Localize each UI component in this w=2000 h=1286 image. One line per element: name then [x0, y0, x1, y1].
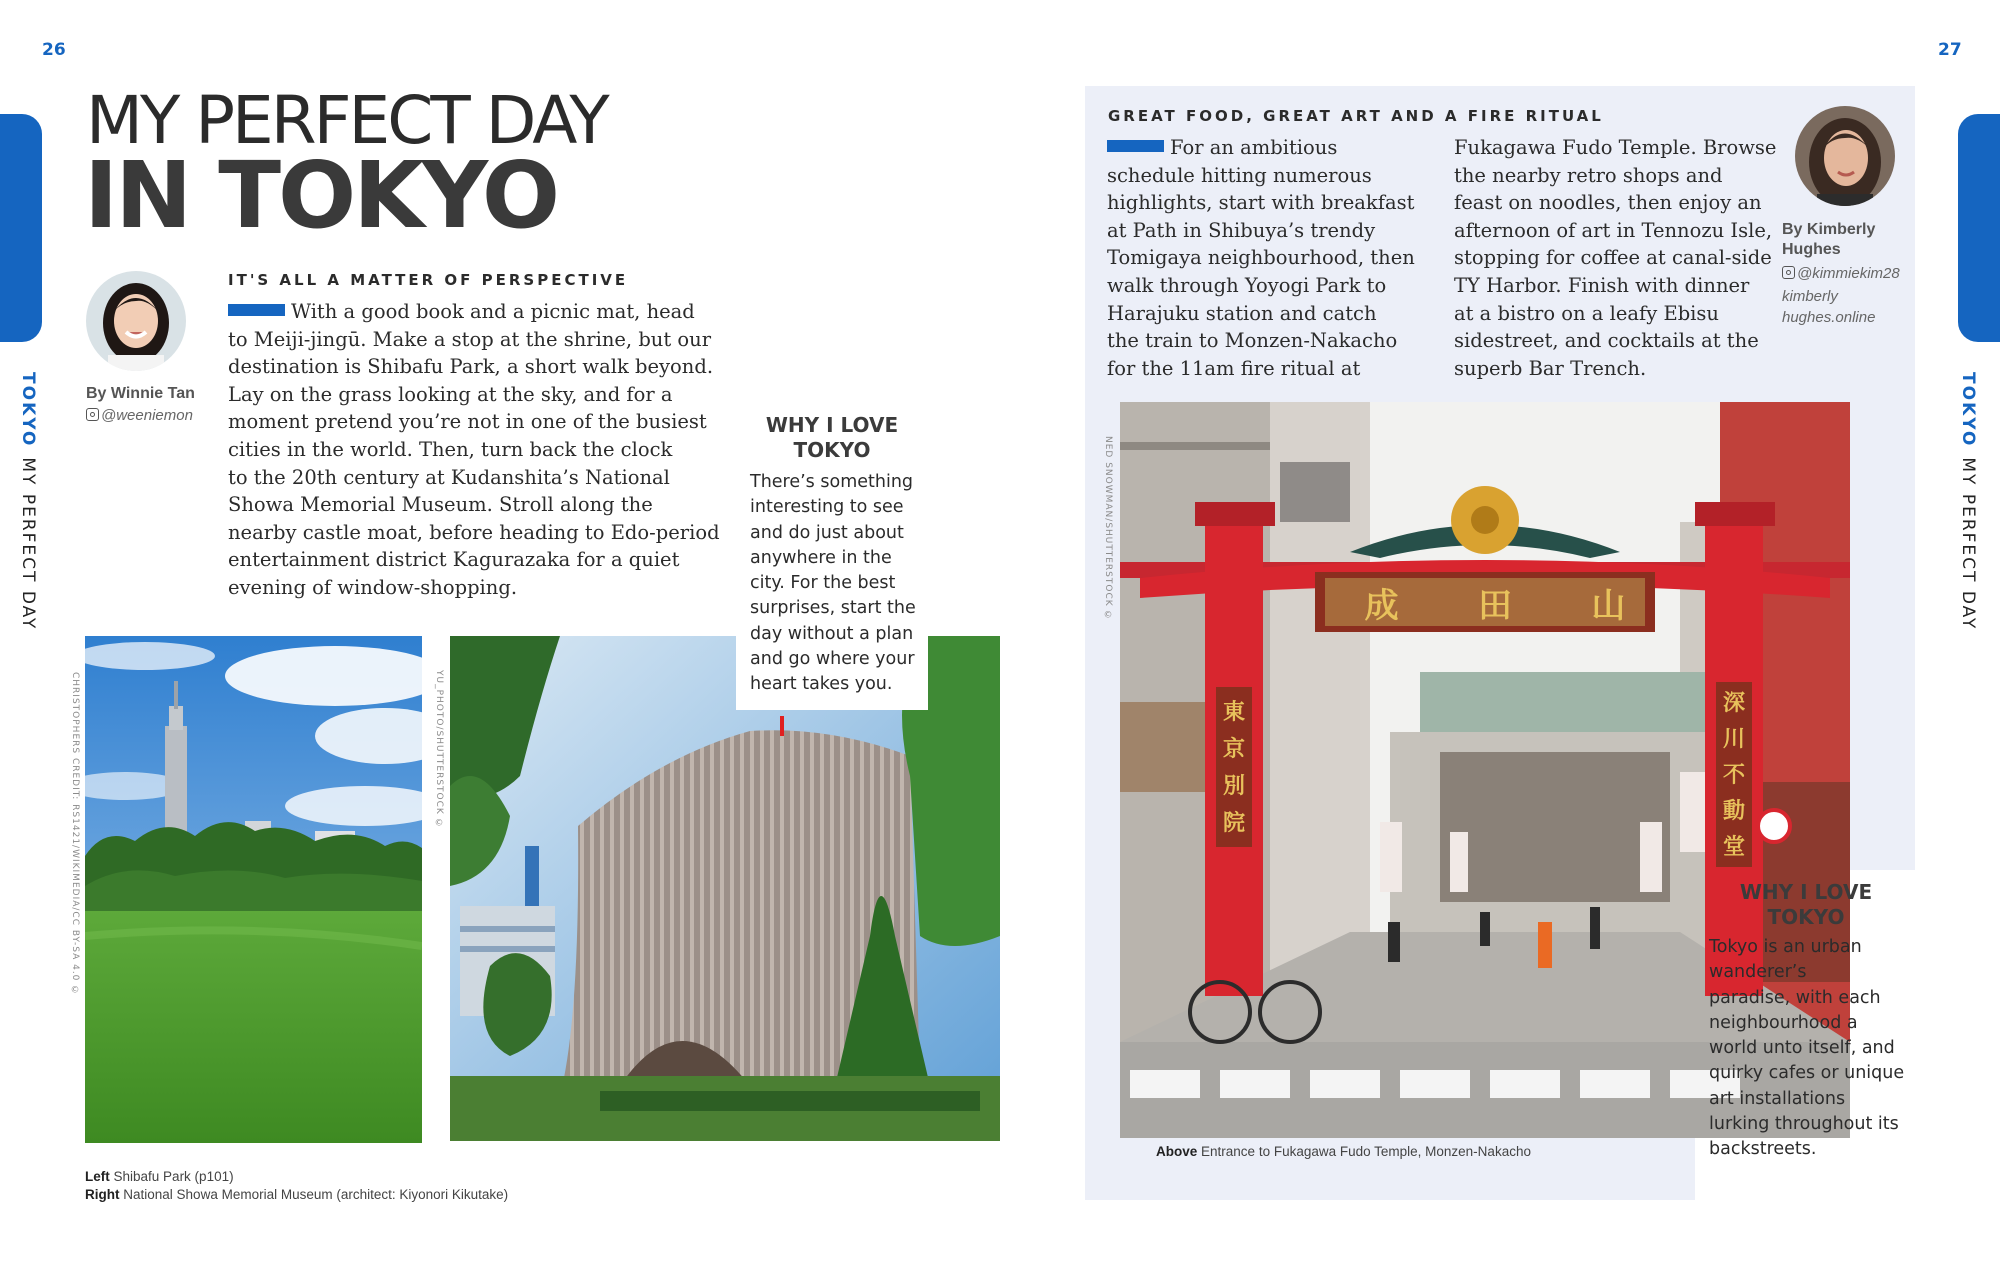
body-line: entertainment district Kagurazaka for a quiet	[228, 548, 680, 572]
body-line: stopping for coffee at canal-side	[1454, 246, 1772, 270]
author-handle-text: @kimmiekim28	[1797, 265, 1900, 282]
photo-shibafu-park	[85, 636, 422, 1143]
section-kicker-left: IT'S ALL A MATTER OF PERSPECTIVE	[228, 271, 629, 289]
body-line: Showa Memorial Museum. Stroll along the	[228, 493, 653, 517]
body-line: afternoon of art in Tennozu Isle,	[1454, 218, 1773, 242]
photo-credit-museum: YU_PHOTO/SHUTTERSTOCK ©	[434, 670, 444, 830]
body-line: to the 20th century at Kudanshita’s National	[228, 465, 670, 489]
body-line: Fukagawa Fudo Temple. Browse	[1454, 136, 1777, 159]
side-tab-left	[18, 372, 38, 630]
body-line: for the 11am fire ritual at	[1107, 356, 1361, 380]
side-tab-label: MY PERFECT DAY	[1958, 457, 1978, 631]
page-number-left: 26	[42, 40, 66, 60]
body-line: destination is Shibafu Park, a short walk beyond.	[228, 355, 714, 379]
photo-showa-museum	[450, 636, 1000, 1141]
side-tab-right	[1958, 372, 1978, 630]
instagram-icon	[86, 408, 99, 421]
why-i-love-box-left	[736, 410, 928, 710]
body-line: TY Harbor. Finish with dinner	[1454, 273, 1750, 297]
body-line: walk through Yoyogi Park to	[1107, 273, 1387, 297]
avatar-winnie	[86, 271, 186, 371]
body-line: Lay on the grass looking at the sky, and for a	[228, 382, 673, 406]
accent-bar	[228, 304, 285, 316]
photo-caption-right: Above Entrance to Fukagawa Fudo Temple, Monzen-Nakacho	[1156, 1144, 1531, 1159]
author-byline-kimberly: By Kimberly Hughes	[1782, 221, 1876, 258]
author-handle-kimberly[interactable]	[1782, 263, 1900, 284]
body-line: evening of window-shopping.	[228, 575, 518, 599]
side-tab-label: MY PERFECT DAY	[18, 457, 38, 631]
photo-caption-left: Left Shibafu Park (p101) Right National Showa Memorial Museum (architect: Kiyonori Kikutake)	[85, 1169, 509, 1202]
gate-left-pillar-sign: 東 京 別 院	[1222, 700, 1245, 836]
page-number-right: 27	[1938, 40, 1962, 60]
body-line: schedule hitting numerous	[1107, 163, 1372, 187]
body-line: nearby castle moat, before heading to Edo-period	[228, 520, 720, 544]
body-line: For an ambitious	[1107, 134, 1447, 162]
page-title-line2: IN TOKYO	[84, 142, 558, 249]
side-tab-section: TOKYO	[1958, 372, 1978, 448]
body-line: cities in the world. Then, turn back the clock	[228, 437, 673, 461]
author-byline-winnie: By Winnie Tan	[86, 385, 195, 402]
body-line: the train to Monzen-Nakacho	[1107, 329, 1398, 353]
gate-right-pillar-sign: 深 川 不 動 堂	[1722, 691, 1745, 860]
chapter-tab-right	[1958, 114, 2000, 342]
body-line: highlights, start with breakfast	[1107, 191, 1415, 215]
section-kicker-right: GREAT FOOD, GREAT ART AND A FIRE RITUAL	[1108, 107, 1604, 125]
author-handle-text: @weeniemon	[101, 407, 193, 424]
author-website[interactable]: kimberly hughes.online	[1782, 288, 1876, 326]
body-line: to Meiji-jingū. Make a stop at the shrine, but our	[228, 327, 712, 351]
body-line: feast on noodles, then enjoy an	[1454, 191, 1762, 215]
body-text-left	[228, 298, 728, 602]
chapter-tab-left	[0, 114, 42, 342]
why-i-love-title-left: WHY I LOVE TOKYO	[765, 413, 899, 462]
side-tab-section: TOKYO	[18, 372, 38, 448]
body-line: With a good book and a picnic mat, head	[228, 298, 728, 326]
body-line: at Path in Shibuya’s trendy	[1107, 218, 1376, 242]
why-i-love-body-right: Tokyo is an urban wanderer’s paradise, with each neighbourhood a world unto itself, and quirky cafes or unique art installations lurking throughout its backstreets.	[1709, 937, 1905, 1160]
body-line: at a bistro on a leafy Ebisu	[1454, 301, 1719, 325]
body-column-2	[1454, 134, 1784, 382]
accent-bar	[1107, 140, 1164, 152]
why-i-love-body-left: There’s something interesting to see and do just about anywhere in the city. For the best surprises, start the day without a plan and go where your heart takes you.	[750, 472, 916, 695]
page-title-line1: MY PERFECT DAY	[86, 82, 607, 159]
body-line: moment pretend you’re not in one of the busiest	[228, 410, 707, 434]
author-handle-winnie[interactable]	[86, 405, 193, 426]
photo-credit-shibafu: CHRISTOPHERS CREDIT: RS1421/WIKIMEDIA/CC BY-SA 4.0 ©	[70, 672, 80, 997]
body-line: the nearby retro shops and	[1454, 163, 1723, 187]
body-line: Harajuku station and catch	[1107, 301, 1377, 325]
body-column-1	[1107, 134, 1447, 382]
instagram-icon	[1782, 266, 1795, 279]
avatar-kimberly	[1795, 106, 1895, 206]
gate-sign: 成 田 山	[1364, 585, 1626, 626]
body-line: Tomigaya neighbourhood, then	[1107, 246, 1415, 270]
why-i-love-title-right: WHY I LOVE TOKYO	[1739, 880, 1873, 929]
why-i-love-box-right	[1697, 872, 1915, 1172]
body-line: superb Bar Trench.	[1454, 356, 1647, 380]
body-line: sidestreet, and cocktails at the	[1454, 329, 1759, 353]
photo-credit-gate: NED SNOWMAN/SHUTTERSTOCK ©	[1103, 436, 1113, 622]
